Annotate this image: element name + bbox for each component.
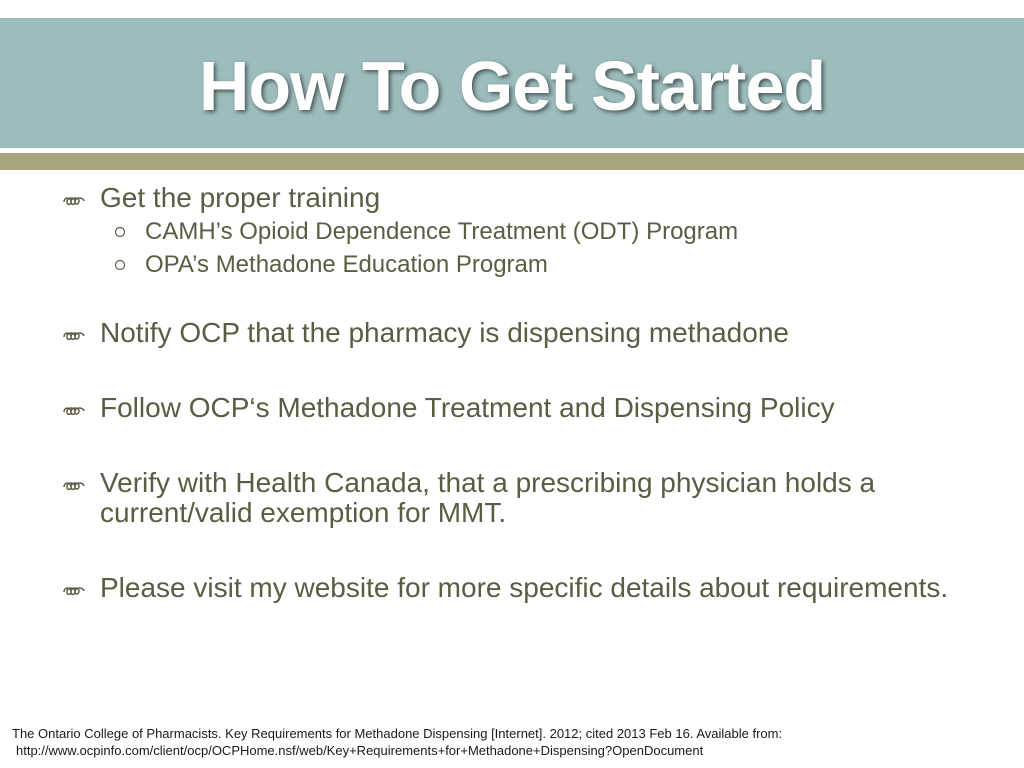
bullet-text: Get the proper training bbox=[100, 182, 381, 213]
curl-bullet-icon bbox=[62, 468, 88, 498]
bullet-text: Please visit my website for more specific details about requirements. bbox=[100, 572, 949, 603]
curl-bullet-icon bbox=[62, 318, 88, 348]
sub-bullet-text: OPA’s Methadone Education Program bbox=[145, 251, 548, 278]
slide-title: How To Get Started bbox=[198, 47, 826, 125]
citation-line: The Ontario College of Pharmacists. Key Requirements for Methadone Dispensing [Internet]. 2012; cited 2013 Feb 16. Available from: bbox=[12, 726, 783, 741]
hollow-circle-bullet-icon bbox=[114, 259, 126, 271]
bullet-text: Verify with Health Canada, that a prescribing physician holds a current/valid exemption for MMT. bbox=[100, 467, 876, 528]
sub-bullet-text: CAMH’s Opioid Dependence Treatment (ODT) Program bbox=[145, 218, 739, 245]
curl-bullet-icon bbox=[62, 573, 88, 603]
citation-url: http://www.ocpinfo.com/client/ocp/OCPHome.nsf/web/Key+Requirements+for+Methadone+Dispensing?OpenDocument bbox=[16, 743, 704, 758]
bullet-text: Follow OCP‘s Methadone Treatment and Dispensing Policy bbox=[100, 392, 835, 423]
curl-bullet-icon bbox=[62, 393, 88, 423]
hollow-circle-bullet-icon bbox=[114, 226, 126, 238]
bullet-text: Notify OCP that the pharmacy is dispensing methadone bbox=[100, 317, 789, 348]
curl-bullet-icon bbox=[62, 183, 88, 213]
citation bbox=[12, 725, 1012, 759]
